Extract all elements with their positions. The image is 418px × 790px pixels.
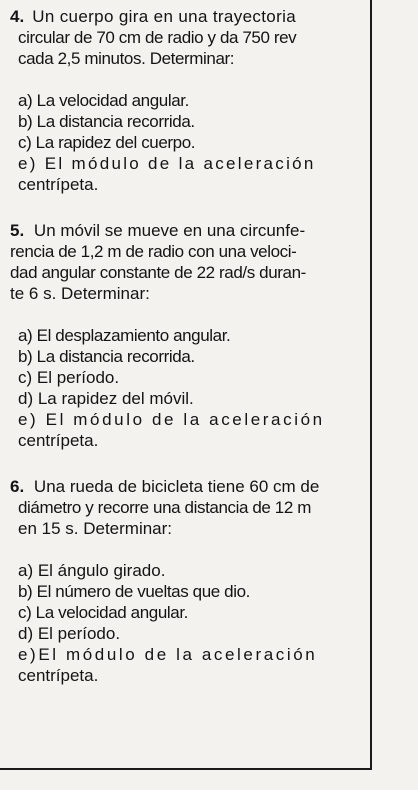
problem-5-item-e-cont: centrípeta. — [18, 431, 99, 450]
problem-5-item-c: c) El período. — [18, 368, 120, 387]
problem-5-line-1 — [10, 220, 366, 241]
problem-6-statement-line-1: Una rueda de bicicleta tiene 60 cm de — [33, 477, 320, 496]
problem-6-number: 6. — [10, 477, 25, 496]
problem-4-item-c: c) La rapidez del cuerpo. — [18, 133, 196, 152]
problem-4-item-a: a) La velocidad angular. — [18, 91, 189, 110]
problem-4 — [10, 6, 366, 195]
bottom-border-line — [0, 768, 372, 770]
problem-4-item-e-cont: centrípeta. — [18, 175, 99, 194]
problem-5-statement-line-1: Un móvil se mueve en una circunfe- — [33, 221, 306, 240]
problem-6-item-b: b) El número de vueltas que dio. — [18, 582, 250, 601]
problem-4-items — [10, 90, 366, 195]
problem-5-items — [10, 325, 366, 451]
problem-5-item-d: d) La rapidez del móvil. — [18, 389, 194, 408]
problem-6-statement-line-3: en 15 s. Determinar: — [18, 519, 173, 538]
problem-5-statement-line-2: rencia de 1,2 m de radio con una veloci- — [10, 242, 297, 261]
problem-4-item-b: b) La distancia recorrida. — [18, 112, 195, 131]
exercise-list — [10, 6, 366, 686]
problem-6-item-e-cont: centrípeta. — [18, 666, 99, 685]
problem-5-item-a: a) El desplazamiento angular. — [18, 326, 231, 345]
problem-6 — [10, 476, 366, 686]
problem-5 — [10, 220, 366, 451]
problem-4-item-e: e) El módulo de la aceleración — [18, 154, 316, 173]
problem-6-line-1 — [10, 476, 366, 497]
problem-5-item-b: b) La distancia recorrida. — [18, 347, 195, 366]
problem-6-statement-line-2: diámetro y recorre una distancia de 12 m — [18, 498, 311, 517]
problem-5-item-e: e) El módulo de la aceleración — [18, 410, 325, 429]
problem-4-statement-line-3: cada 2,5 minutos. Determinar: — [18, 49, 235, 68]
problem-4-statement-line-2: circular de 70 cm de radio y da 750 rev — [18, 28, 297, 47]
problem-6-items — [10, 560, 366, 686]
problem-5-statement-line-4: te 6 s. Determinar: — [10, 284, 150, 303]
problem-4-number: 4. — [10, 7, 25, 26]
problem-6-item-e: e)El módulo de la aceleración — [18, 645, 318, 664]
problem-6-item-c: c) La velocidad angular. — [18, 603, 188, 622]
problem-4-line-1 — [10, 6, 366, 27]
problem-4-statement-line-1: Un cuerpo gira en una trayectoria — [32, 7, 297, 26]
problem-6-item-a: a) El ángulo girado. — [18, 561, 166, 580]
right-border-line — [370, 0, 372, 770]
problem-5-statement-line-3: dad angular constante de 22 rad/s duran- — [10, 263, 306, 282]
problem-6-item-d: d) El período. — [18, 624, 121, 643]
problem-5-number: 5. — [10, 221, 25, 240]
